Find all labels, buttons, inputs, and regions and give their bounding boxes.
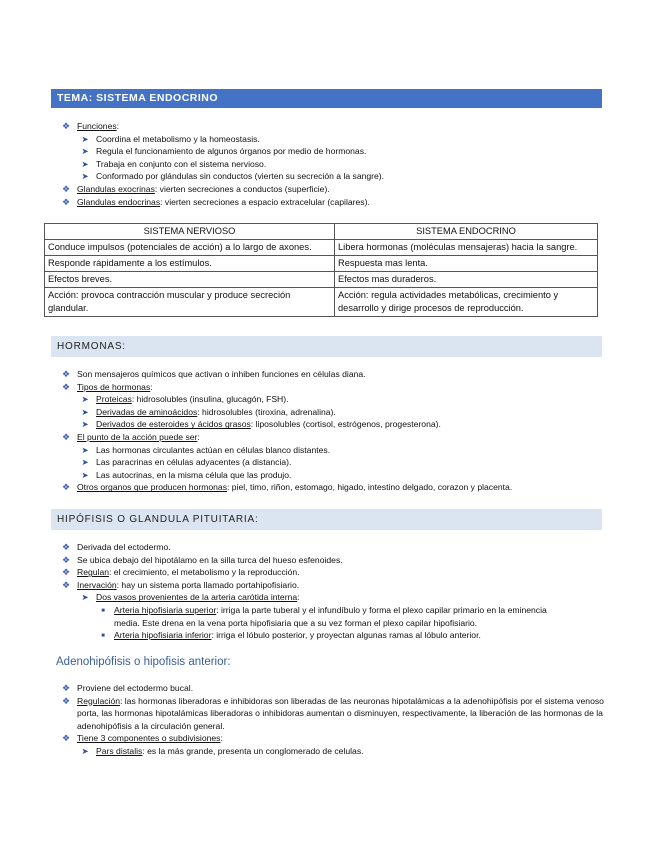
list-item: ➤ Derivadas de aminoácidos: hidrosolubles (tiroxina, adrenalina). xyxy=(79,406,512,419)
diamond-bullet-icon: ❖ xyxy=(61,683,71,693)
section-header-hipofisis: HIPÓFISIS O GLANDULA PITUITARIA: xyxy=(51,509,602,530)
diamond-bullet-icon: ❖ xyxy=(61,579,71,590)
table-cell: Efectos breves. xyxy=(45,272,335,288)
square-bullet-icon: ■ xyxy=(101,607,105,614)
list-item: ❖ Derivada del ectodermo. xyxy=(61,542,171,552)
arrow-bullet-icon: ➤ xyxy=(81,592,89,603)
arrow-bullet-icon: ➤ xyxy=(81,133,89,144)
diamond-bullet-icon: ❖ xyxy=(61,381,71,392)
table-cell: Responde rápidamente a los estímulos. xyxy=(45,256,335,272)
table-cell: Efectos mas duraderos. xyxy=(335,272,598,288)
list-item: ❖ Glandulas endocrinas: vierten secreciones a espacio extracelular (capilares). xyxy=(61,196,370,207)
arrow-bullet-icon: ➤ xyxy=(81,171,89,182)
list-item: ➤ Las paracrinas en células adyacentes (a distancia). xyxy=(79,456,512,469)
square-bullet-icon: ■ xyxy=(101,633,105,640)
diamond-bullet-icon: ❖ xyxy=(61,542,71,552)
adeno-list xyxy=(60,682,617,758)
hormonas-list xyxy=(60,368,512,494)
funciones-list xyxy=(60,120,384,208)
list-item: ➤ Conformado por glándulas sin conductos (vierten su secreción a la sangre). xyxy=(79,170,384,183)
arrow-bullet-icon: ➤ xyxy=(81,444,89,455)
subheading-adenohipofisis: Adenohipófisis o hipofisis anterior: xyxy=(56,656,231,668)
section-header-tema: TEMA: SISTEMA ENDOCRINO xyxy=(51,89,602,108)
list-item: ❖ Glandulas exocrinas: vierten secreciones a conductos (superficie). xyxy=(61,183,330,194)
arrow-bullet-icon: ➤ xyxy=(81,158,89,169)
list-item: ❖ Tipos de hormonas: xyxy=(61,381,153,392)
table-header: SISTEMA ENDOCRINO xyxy=(335,224,598,240)
list-item: ❖ Tiene 3 componentes o subdivisiones: xyxy=(61,733,223,744)
diamond-bullet-icon: ❖ xyxy=(61,695,71,706)
diamond-bullet-icon: ❖ xyxy=(61,121,71,131)
table-header-row xyxy=(45,224,598,240)
list-item: ➤ Proteicas: hidrosolubles (insulina, glucagón, FSH). xyxy=(79,393,512,406)
list-item: ■ Arteria hipofisiaria inferior: irriga el lóbulo posterior, y proyectan algunas ramas al lóbulo anterior. xyxy=(97,629,574,642)
arrow-bullet-icon: ➤ xyxy=(81,406,89,417)
table-row xyxy=(45,288,598,317)
table-header: SISTEMA NERVIOSO xyxy=(45,224,335,240)
list-item: ➤ Trabaja en conjunto con el sistema nervioso. xyxy=(79,158,384,171)
diamond-bullet-icon: ❖ xyxy=(61,567,71,578)
diamond-bullet-icon: ❖ xyxy=(61,183,71,194)
diamond-bullet-icon: ❖ xyxy=(61,554,71,565)
list-item: ❖ Se ubica debajo del hipotálamo en la silla turca del hueso esfenoides. xyxy=(61,554,343,565)
table-cell: Acción: provoca contracción muscular y produce secreción glandular. xyxy=(45,288,335,317)
list-item: ➤ Pars distalis: es la más grande, presenta un conglomerado de celulas. xyxy=(79,745,617,758)
list-item: ➤ Regula el funcionamiento de algunos órganos por medio de hormonas. xyxy=(79,145,384,158)
section-header-hormonas: HORMONAS: xyxy=(51,336,602,357)
list-item: ❖ Regulan: el crecimiento, el metabolismo y la reproducción. xyxy=(61,567,300,578)
list-item: ❖ Inervación: hay un sistema porta llamado portahipofisiario. xyxy=(61,579,300,590)
table-cell: Conduce impulsos (potenciales de acción) a lo largo de axones. xyxy=(45,240,335,256)
table-cell: Respuesta mas lenta. xyxy=(335,256,598,272)
list-item: ❖ Proviene del ectodermo bucal. xyxy=(61,683,194,693)
list-item: ➤ Derivados de esteroides y ácidos grasos: liposolubles (cortisol, estrógenos, progesterona). xyxy=(79,418,512,431)
comparison-table xyxy=(44,223,598,317)
table-cell: Libera hormonas (moléculas mensajeras) hacia la sangre. xyxy=(335,240,598,256)
list-item: ■ Arteria hipofisiaria superior: irriga la parte tuberal y el infundíbulo y forma el plexo capilar primario en la eminencia media. Este drena en la vena porta hipofisiaria que a su vez forman el plexo capilar hipofisiario. xyxy=(97,604,574,629)
list-item: ➤ Las autocrinas, en la misma célula que las produjo. xyxy=(79,469,512,482)
table-row xyxy=(45,256,598,272)
arrow-bullet-icon: ➤ xyxy=(81,394,89,405)
list-item: ➤ Coordina el metabolismo y la homeostasis. xyxy=(79,133,384,146)
list-item: ❖ El punto de la acción puede ser: xyxy=(61,431,200,442)
diamond-bullet-icon: ❖ xyxy=(61,369,71,379)
list-item: ❖ Otros organos que producen hormonas: piel, timo, riñon, estomago, higado, intestino delgado, corazon y placenta. xyxy=(61,482,513,493)
table-row xyxy=(45,272,598,288)
list-item: ❖ Funciones: xyxy=(61,121,120,131)
list-item: ➤ Dos vasos provenientes de la arteria carótida interna: xyxy=(79,591,574,604)
arrow-bullet-icon: ➤ xyxy=(81,469,89,480)
list-item: ❖ Son mensajeros químicos que activan o inhiben funciones en células diana. xyxy=(61,369,366,379)
arrow-bullet-icon: ➤ xyxy=(81,419,89,430)
diamond-bullet-icon: ❖ xyxy=(61,733,71,744)
diamond-bullet-icon: ❖ xyxy=(61,431,71,442)
list-item: ➤ Las hormonas circulantes actúan en células blanco distantes. xyxy=(79,444,512,457)
list-item: ❖ Regulación: las hormonas liberadoras e inhibidoras son liberadas de las neuronas hipotalámicas a la adenohipófisis por el sistema venoso porta, las hormonas hipotalámicas liberadoras o inhibidoras aumentan o disminuyen, respectivamente, la liberación de las hormonas de la adenohipófisis a la circulación general. xyxy=(61,695,604,731)
arrow-bullet-icon: ➤ xyxy=(81,146,89,157)
diamond-bullet-icon: ❖ xyxy=(61,482,71,493)
hipofisis-list xyxy=(60,541,574,642)
diamond-bullet-icon: ❖ xyxy=(61,196,71,207)
table-cell: Acción: regula actividades metabólicas, crecimiento y desarrollo y dirige procesos de reproducción. xyxy=(335,288,598,317)
arrow-bullet-icon: ➤ xyxy=(81,745,89,756)
arrow-bullet-icon: ➤ xyxy=(81,457,89,468)
table-row xyxy=(45,240,598,256)
